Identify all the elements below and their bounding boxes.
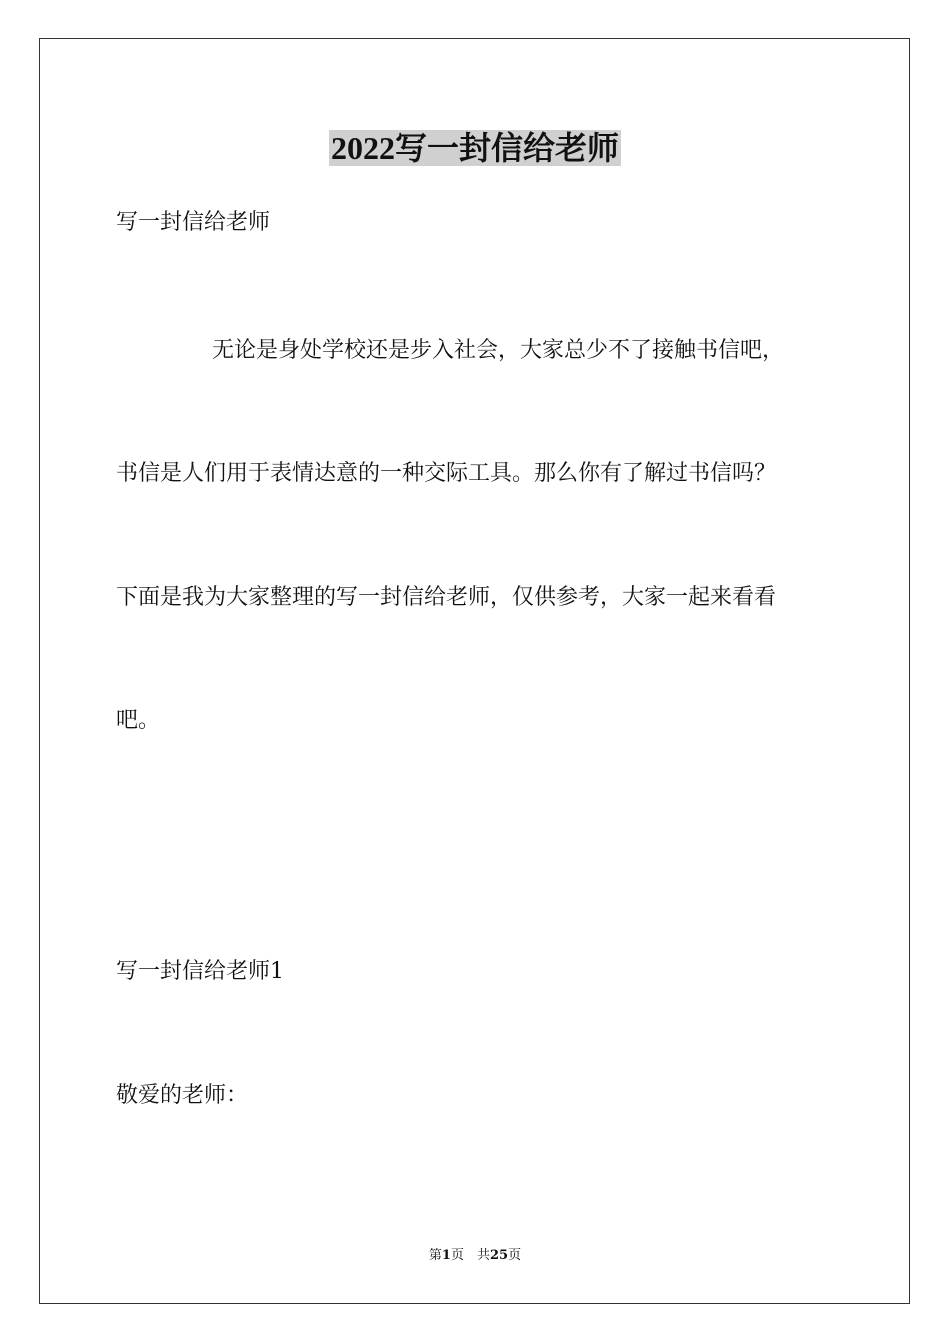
- document-title: [0, 126, 950, 170]
- footer-current-page: 1: [441, 1248, 451, 1263]
- intro-line-1: 无论是身处学校还是步入社会，大家总少不了接触书信吧，: [212, 338, 785, 363]
- footer-total-pages: 25: [489, 1248, 509, 1263]
- document-title-text: 2022写一封信给老师: [330, 130, 619, 166]
- document-subtitle: 写一封信给老师: [116, 210, 271, 235]
- footer-prefix: 第: [428, 1248, 442, 1263]
- section-heading: 写一封信给老师1: [116, 959, 284, 984]
- intro-line-3: 下面是我为大家整理的写一封信给老师，仅供参考，大家一起来看看: [116, 585, 777, 610]
- salutation: 敬爱的老师：: [116, 1083, 249, 1108]
- intro-line-4: 吧。: [116, 708, 161, 733]
- page-footer: [0, 1247, 950, 1265]
- intro-line-2: 书信是人们用于表情达意的一种交际工具。那么你有了解过书信吗？: [116, 461, 777, 486]
- footer-mid: 页 共: [450, 1248, 490, 1263]
- footer-suffix: 页: [508, 1248, 522, 1263]
